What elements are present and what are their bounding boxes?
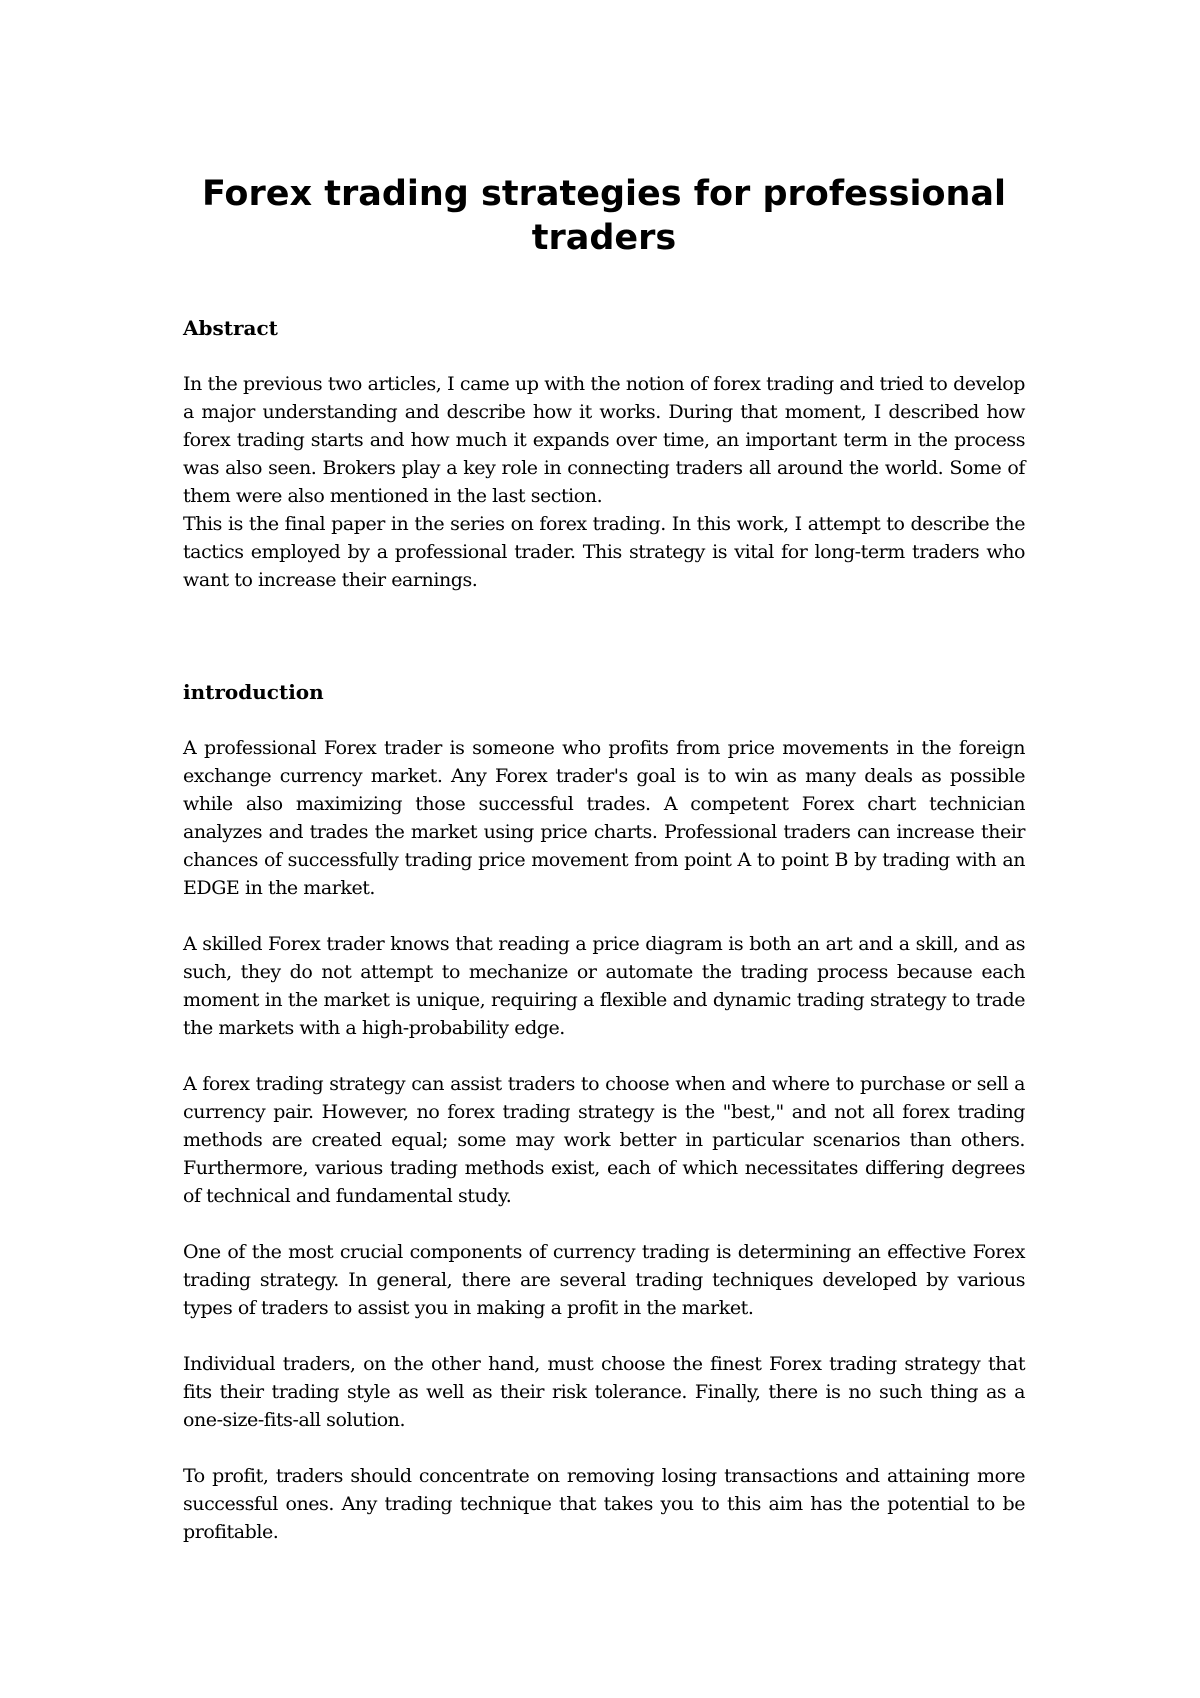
document-body — [183, 172, 1025, 1546]
introduction-paragraph: A professional Forex trader is someone who profits from price movements in the foreign exchange currency market. Any Forex trader's goal is to win as many deals as possible while also maximizing those successful trades. A competent Forex chart technician analyzes and trades the market using price charts. Professional traders can increase their chances of successfully trading price movement from point A to point B by trading with an EDGE in the market. — [183, 737, 1025, 899]
abstract-paragraph: This is the final paper in the series on forex trading. In this work, I attempt to describe the tactics employed by a professional trader. This strategy is vital for long-term traders who want to increase their earnings. — [183, 513, 1025, 591]
introduction-paragraph: A skilled Forex trader knows that reading a price diagram is both an art and a skill, and as such, they do not attempt to mechanize or automate the trading process because each moment in the market is unique, requiring a flexible and dynamic trading strategy to trade the markets with a high-probability edge. — [183, 933, 1025, 1039]
introduction-paragraph: To profit, traders should concentrate on removing losing transactions and attaining more successful ones. Any trading technique that takes you to this aim has the potential to be profitable. — [183, 1465, 1025, 1543]
introduction-paragraph: One of the most crucial components of currency trading is determining an effective Forex trading strategy. In general, there are several trading techniques developed by various types of traders to assist you in making a profit in the market. — [183, 1241, 1025, 1319]
abstract-paragraph: In the previous two articles, I came up with the notion of forex trading and tried to develop a major understanding and describe how it works. During that moment, I described how forex trading starts and how much it expands over time, an important term in the process was also seen. Brokers play a key role in connecting traders all around the world. Some of them were also mentioned in the last section. — [183, 373, 1025, 507]
introduction-heading: introduction — [183, 680, 324, 704]
introduction-paragraph: A forex trading strategy can assist traders to choose when and where to purchase or sell a currency pair. However, no forex trading strategy is the "best," and not all forex trading methods are created equal; some may work better in particular scenarios than others. Furthermore, various trading methods exist, each of which necessitates differing degrees of technical and fundamental study. — [183, 1073, 1025, 1207]
document-title: Forex trading strategies for professional traders — [201, 174, 1007, 258]
introduction-paragraph: Individual traders, on the other hand, must choose the finest Forex trading strategy that fits their trading style as well as their risk tolerance. Finally, there is no such thing as a one-size-fits-all solution. — [183, 1353, 1025, 1431]
abstract-heading: Abstract — [183, 316, 278, 340]
